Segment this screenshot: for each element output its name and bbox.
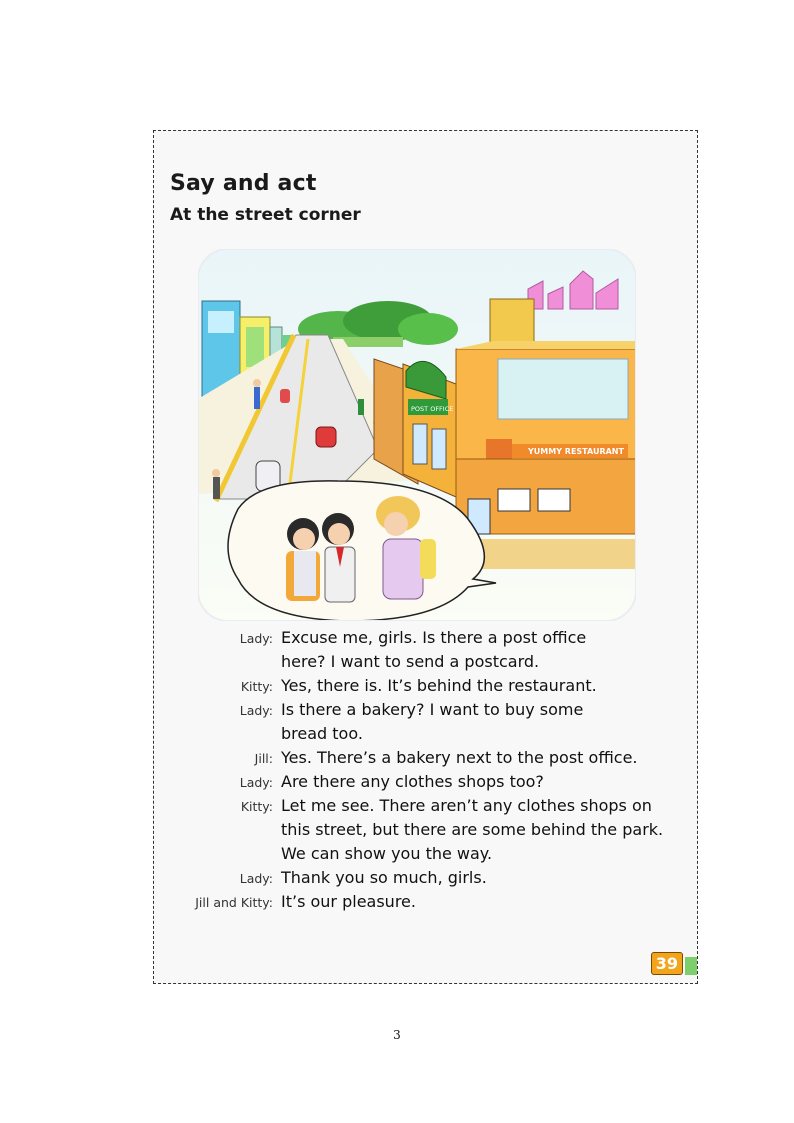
speech-line: It’s our pleasure. <box>281 892 416 911</box>
speech-line: Let me see. There aren’t any clothes shops on <box>281 796 652 815</box>
speaker-label: Lady: <box>239 871 273 886</box>
dialogue-line <box>174 698 684 746</box>
speech-line: We can show you the way. <box>281 844 493 863</box>
speech-text <box>281 674 597 698</box>
speech-line: Is there a bakery? I want to buy some <box>281 700 584 719</box>
speech-text <box>281 626 586 674</box>
speech-line: Yes, there is. It’s behind the restaurant. <box>281 676 597 695</box>
book-page-number: 39 <box>651 952 683 975</box>
speaker-label: Lady: <box>239 703 273 718</box>
post-office-sign: POST OFFICE <box>411 405 454 413</box>
speaker-label: Jill: <box>254 751 273 766</box>
dialogue-line <box>174 674 684 698</box>
speech-line: Are there any clothes shops too? <box>281 772 544 791</box>
speaker-label: Kitty: <box>240 799 273 814</box>
speaker-label: Jill and Kitty: <box>195 895 273 910</box>
speech-text <box>281 794 663 866</box>
speech-line: here? I want to send a postcard. <box>281 652 540 671</box>
speech-line: Thank you so much, girls. <box>281 868 487 887</box>
speech-line: bread too. <box>281 724 363 743</box>
speaker-label: Lady: <box>239 775 273 790</box>
dialogue-line <box>174 866 684 890</box>
speech-line: Excuse me, girls. Is there a post office <box>281 628 587 647</box>
speaker-label: Kitty: <box>240 679 273 694</box>
speech-line: Yes. There’s a bakery next to the post office. <box>281 748 638 767</box>
dialogue <box>174 626 684 914</box>
dialogue-line <box>174 890 684 914</box>
speaker-label: Lady: <box>239 631 273 646</box>
speech-text <box>281 746 638 770</box>
street-corner-illustration <box>198 249 636 621</box>
textbook-page-frame <box>153 130 698 984</box>
speech-text <box>281 890 416 914</box>
speech-text <box>281 866 487 890</box>
speech-text <box>281 698 583 746</box>
page-tab-decoration <box>685 957 697 975</box>
dialogue-line <box>174 770 684 794</box>
dialogue-line <box>174 626 684 674</box>
dialogue-line <box>174 794 684 866</box>
speech-line: this street, but there are some behind the park. <box>281 820 664 839</box>
dialogue-line <box>174 746 684 770</box>
restaurant-sign: YUMMY RESTAURANT <box>528 447 624 456</box>
section-heading: Say and act <box>170 171 317 196</box>
document-page-number: 3 <box>393 1028 401 1042</box>
speech-text <box>281 770 544 794</box>
section-subheading: At the street corner <box>170 205 361 225</box>
